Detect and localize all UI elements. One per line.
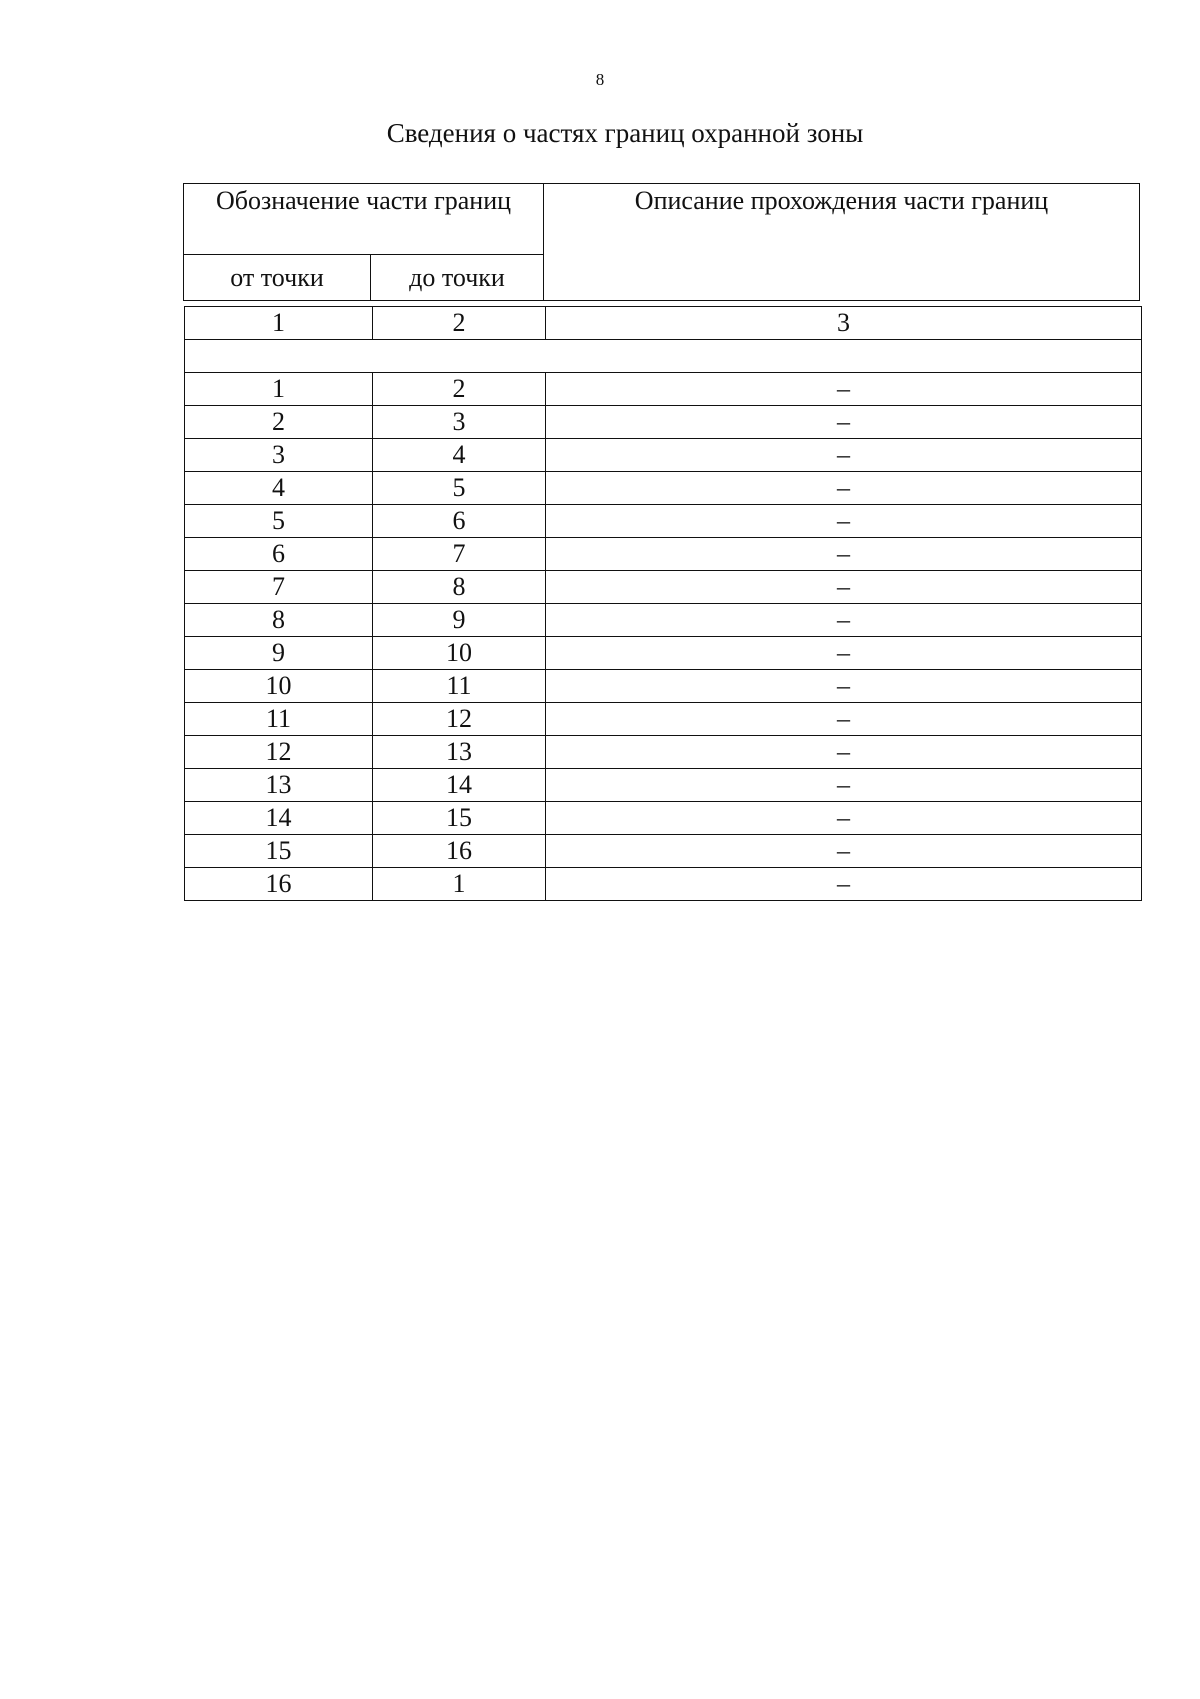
header-from-point: от точки — [184, 255, 371, 301]
to-point-cell: 2 — [373, 373, 546, 406]
table-row — [185, 439, 1142, 472]
from-point-cell: 2 — [185, 406, 373, 439]
table-row — [185, 406, 1142, 439]
table-row — [185, 373, 1142, 406]
from-point-cell: 4 — [185, 472, 373, 505]
header-designation: Обозначение части границ — [215, 186, 512, 215]
from-point-cell: 14 — [185, 802, 373, 835]
to-point-cell: 6 — [373, 505, 546, 538]
table-row — [185, 835, 1142, 868]
to-point-cell: 8 — [373, 571, 546, 604]
description-cell: – — [546, 406, 1142, 439]
to-point-cell: 16 — [373, 835, 546, 868]
section-label — [185, 340, 1142, 373]
from-point-cell: 11 — [185, 703, 373, 736]
description-cell: – — [546, 670, 1142, 703]
table-row — [185, 868, 1142, 901]
description-cell: – — [546, 736, 1142, 769]
to-point-cell: 3 — [373, 406, 546, 439]
from-point-cell: 15 — [185, 835, 373, 868]
description-cell: – — [546, 703, 1142, 736]
description-cell: – — [546, 472, 1142, 505]
column-number: 1 — [185, 307, 373, 340]
boundary-table-body — [184, 306, 1142, 901]
table-row — [185, 769, 1142, 802]
from-point-cell: 7 — [185, 571, 373, 604]
header-to-point: до точки — [371, 255, 544, 301]
to-point-cell: 5 — [373, 472, 546, 505]
description-cell: – — [546, 604, 1142, 637]
header-description-cell — [544, 184, 1140, 301]
description-cell: – — [546, 571, 1142, 604]
from-point-cell: 1 — [185, 373, 373, 406]
from-point-cell: 12 — [185, 736, 373, 769]
table-row — [185, 637, 1142, 670]
from-point-cell: 8 — [185, 604, 373, 637]
to-point-cell: 13 — [373, 736, 546, 769]
to-point-cell: 4 — [373, 439, 546, 472]
to-point-cell: 11 — [373, 670, 546, 703]
from-point-cell: 5 — [185, 505, 373, 538]
table-row — [185, 736, 1142, 769]
header-description: Описание прохождения части границ — [634, 186, 1049, 215]
table-row — [185, 703, 1142, 736]
table-row — [185, 472, 1142, 505]
description-cell: – — [546, 802, 1142, 835]
to-point-cell: 12 — [373, 703, 546, 736]
from-point-cell: 6 — [185, 538, 373, 571]
boundary-table-header — [183, 183, 1140, 301]
description-cell: – — [546, 769, 1142, 802]
to-point-cell: 14 — [373, 769, 546, 802]
section-row — [185, 340, 1142, 373]
from-point-cell: 13 — [185, 769, 373, 802]
table-row — [185, 538, 1142, 571]
description-cell: – — [546, 373, 1142, 406]
description-cell: – — [546, 637, 1142, 670]
description-cell: – — [546, 835, 1142, 868]
table-row — [185, 802, 1142, 835]
to-point-cell: 15 — [373, 802, 546, 835]
description-cell: – — [546, 538, 1142, 571]
from-point-cell: 10 — [185, 670, 373, 703]
from-point-cell: 3 — [185, 439, 373, 472]
to-point-cell: 7 — [373, 538, 546, 571]
description-cell: – — [546, 439, 1142, 472]
from-point-cell: 16 — [185, 868, 373, 901]
column-number-row — [185, 307, 1142, 340]
page-title: Сведения о частях границ охранной зоны — [386, 118, 864, 148]
from-point-cell: 9 — [185, 637, 373, 670]
table-row — [185, 670, 1142, 703]
to-point-cell: 1 — [373, 868, 546, 901]
table-row — [185, 571, 1142, 604]
column-number: 3 — [546, 307, 1142, 340]
description-cell: – — [546, 868, 1142, 901]
header-designation-cell — [184, 184, 544, 255]
description-cell: – — [546, 505, 1142, 538]
to-point-cell: 10 — [373, 637, 546, 670]
to-point-cell: 9 — [373, 604, 546, 637]
page-number: 8 — [595, 70, 605, 89]
table-row — [185, 505, 1142, 538]
table-row — [185, 604, 1142, 637]
column-number: 2 — [373, 307, 546, 340]
